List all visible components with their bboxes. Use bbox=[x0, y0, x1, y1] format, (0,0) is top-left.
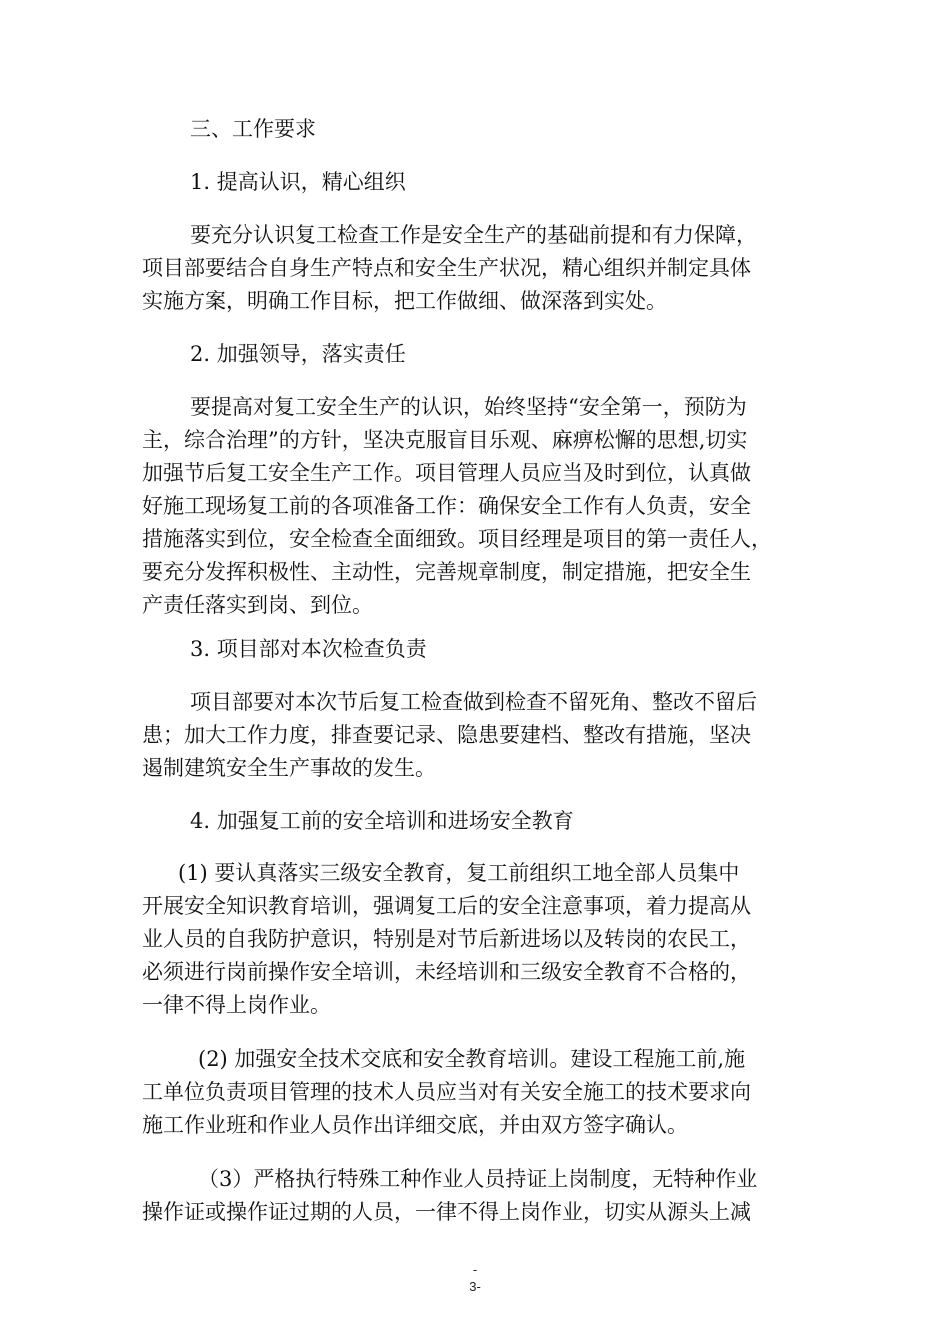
paragraph-line: 一律不得上岗作业。 bbox=[142, 993, 331, 1017]
item-heading-text: 1. 提高认识，精心组织 bbox=[190, 170, 406, 194]
item-heading-text: 3. 项目部对本次检查负责 bbox=[190, 637, 427, 661]
item-2-heading bbox=[142, 338, 812, 371]
item-4-sub-3 bbox=[142, 1163, 812, 1229]
paragraph-line: 措施落实到位，安全检查全面细致。项目经理是项目的第一责任人， bbox=[142, 527, 772, 551]
paragraph-line: 患；加大工作力度，排查要记录、隐患要建档、整改有措施，坚决 bbox=[142, 723, 751, 747]
item-2-paragraph bbox=[142, 391, 812, 622]
paragraph-line: 加强节后复工安全生产工作。项目管理人员应当及时到位，认真做 bbox=[142, 461, 751, 485]
item-heading-text: 2. 加强领导，落实责任 bbox=[190, 342, 406, 366]
paragraph-line: 开展安全知识教育培训，强调复工后的安全注意事项，着力提高从 bbox=[142, 894, 751, 918]
paragraph-line: 项目部要结合自身生产特点和安全生产状况，精心组织并制定具体 bbox=[142, 256, 751, 280]
paragraph-line: 必须进行岗前操作安全培训，未经培训和三级安全教育不合格的， bbox=[142, 960, 751, 984]
paragraph-line: 工单位负责项目管理的技术人员应当对有关安全施工的技术要求向 bbox=[142, 1080, 751, 1104]
paragraph-line: 遏制建筑安全生产事故的发生。 bbox=[142, 756, 436, 780]
paragraph-line: 实施方案，明确工作目标，把工作做细、做深落到实处。 bbox=[142, 289, 667, 313]
paragraph-line: 要提高对复工安全生产的认识，始终坚持“安全第一，预防为 bbox=[190, 395, 747, 419]
paragraph-line: 项目部要对本次节后复工检查做到检查不留死角、整改不留后 bbox=[190, 690, 757, 714]
paragraph-line: 要充分认识复工检查工作是安全生产的基础前提和有力保障， bbox=[190, 223, 757, 247]
paragraph-line: 产责任落实到岗、到位。 bbox=[142, 593, 373, 617]
item-1-paragraph bbox=[142, 219, 812, 318]
paragraph-line: 操作证或操作证过期的人员，一律不得上岗作业，切实从源头上减 bbox=[142, 1200, 751, 1224]
paragraph-line: （3）严格执行特殊工种作业人员持证上岗制度，无特种作业 bbox=[198, 1167, 758, 1191]
item-4-heading bbox=[142, 805, 812, 838]
paragraph-line: 主，综合治理”的方针，坚决克服盲目乐观、麻痹松懈的思想,切实 bbox=[142, 428, 748, 452]
paragraph-line: 业人员的自我防护意识，特别是对节后新进场以及转岗的农民工， bbox=[142, 927, 751, 951]
item-heading-text: 4. 加强复工前的安全培训和进场安全教育 bbox=[190, 809, 574, 833]
item-4-sub-2 bbox=[142, 1043, 812, 1142]
paragraph-line: 好施工现场复工前的各项准备工作：确保安全工作有人负责，安全 bbox=[142, 494, 751, 518]
item-3-heading bbox=[142, 633, 812, 666]
item-1-heading bbox=[142, 166, 812, 199]
item-4-sub-1 bbox=[142, 857, 812, 1022]
section-heading bbox=[142, 113, 812, 146]
paragraph-line: (1) 要认真落实三级安全教育，复工前组织工地全部人员集中 bbox=[178, 861, 740, 885]
paragraph-line: (2) 加强安全技术交底和安全教育培训。建设工程施工前,施 bbox=[198, 1047, 746, 1071]
footer-dash: - bbox=[472, 1262, 478, 1277]
page-number: 3- bbox=[469, 1279, 481, 1294]
paragraph-line: 施工作业班和作业人员作出详细交底，并由双方签字确认。 bbox=[142, 1113, 688, 1137]
paragraph-line: 要充分发挥积极性、主动性，完善规章制度，制定措施，把安全生 bbox=[142, 560, 751, 584]
section-heading-text: 三、工作要求 bbox=[190, 117, 316, 141]
item-3-paragraph bbox=[142, 686, 812, 785]
